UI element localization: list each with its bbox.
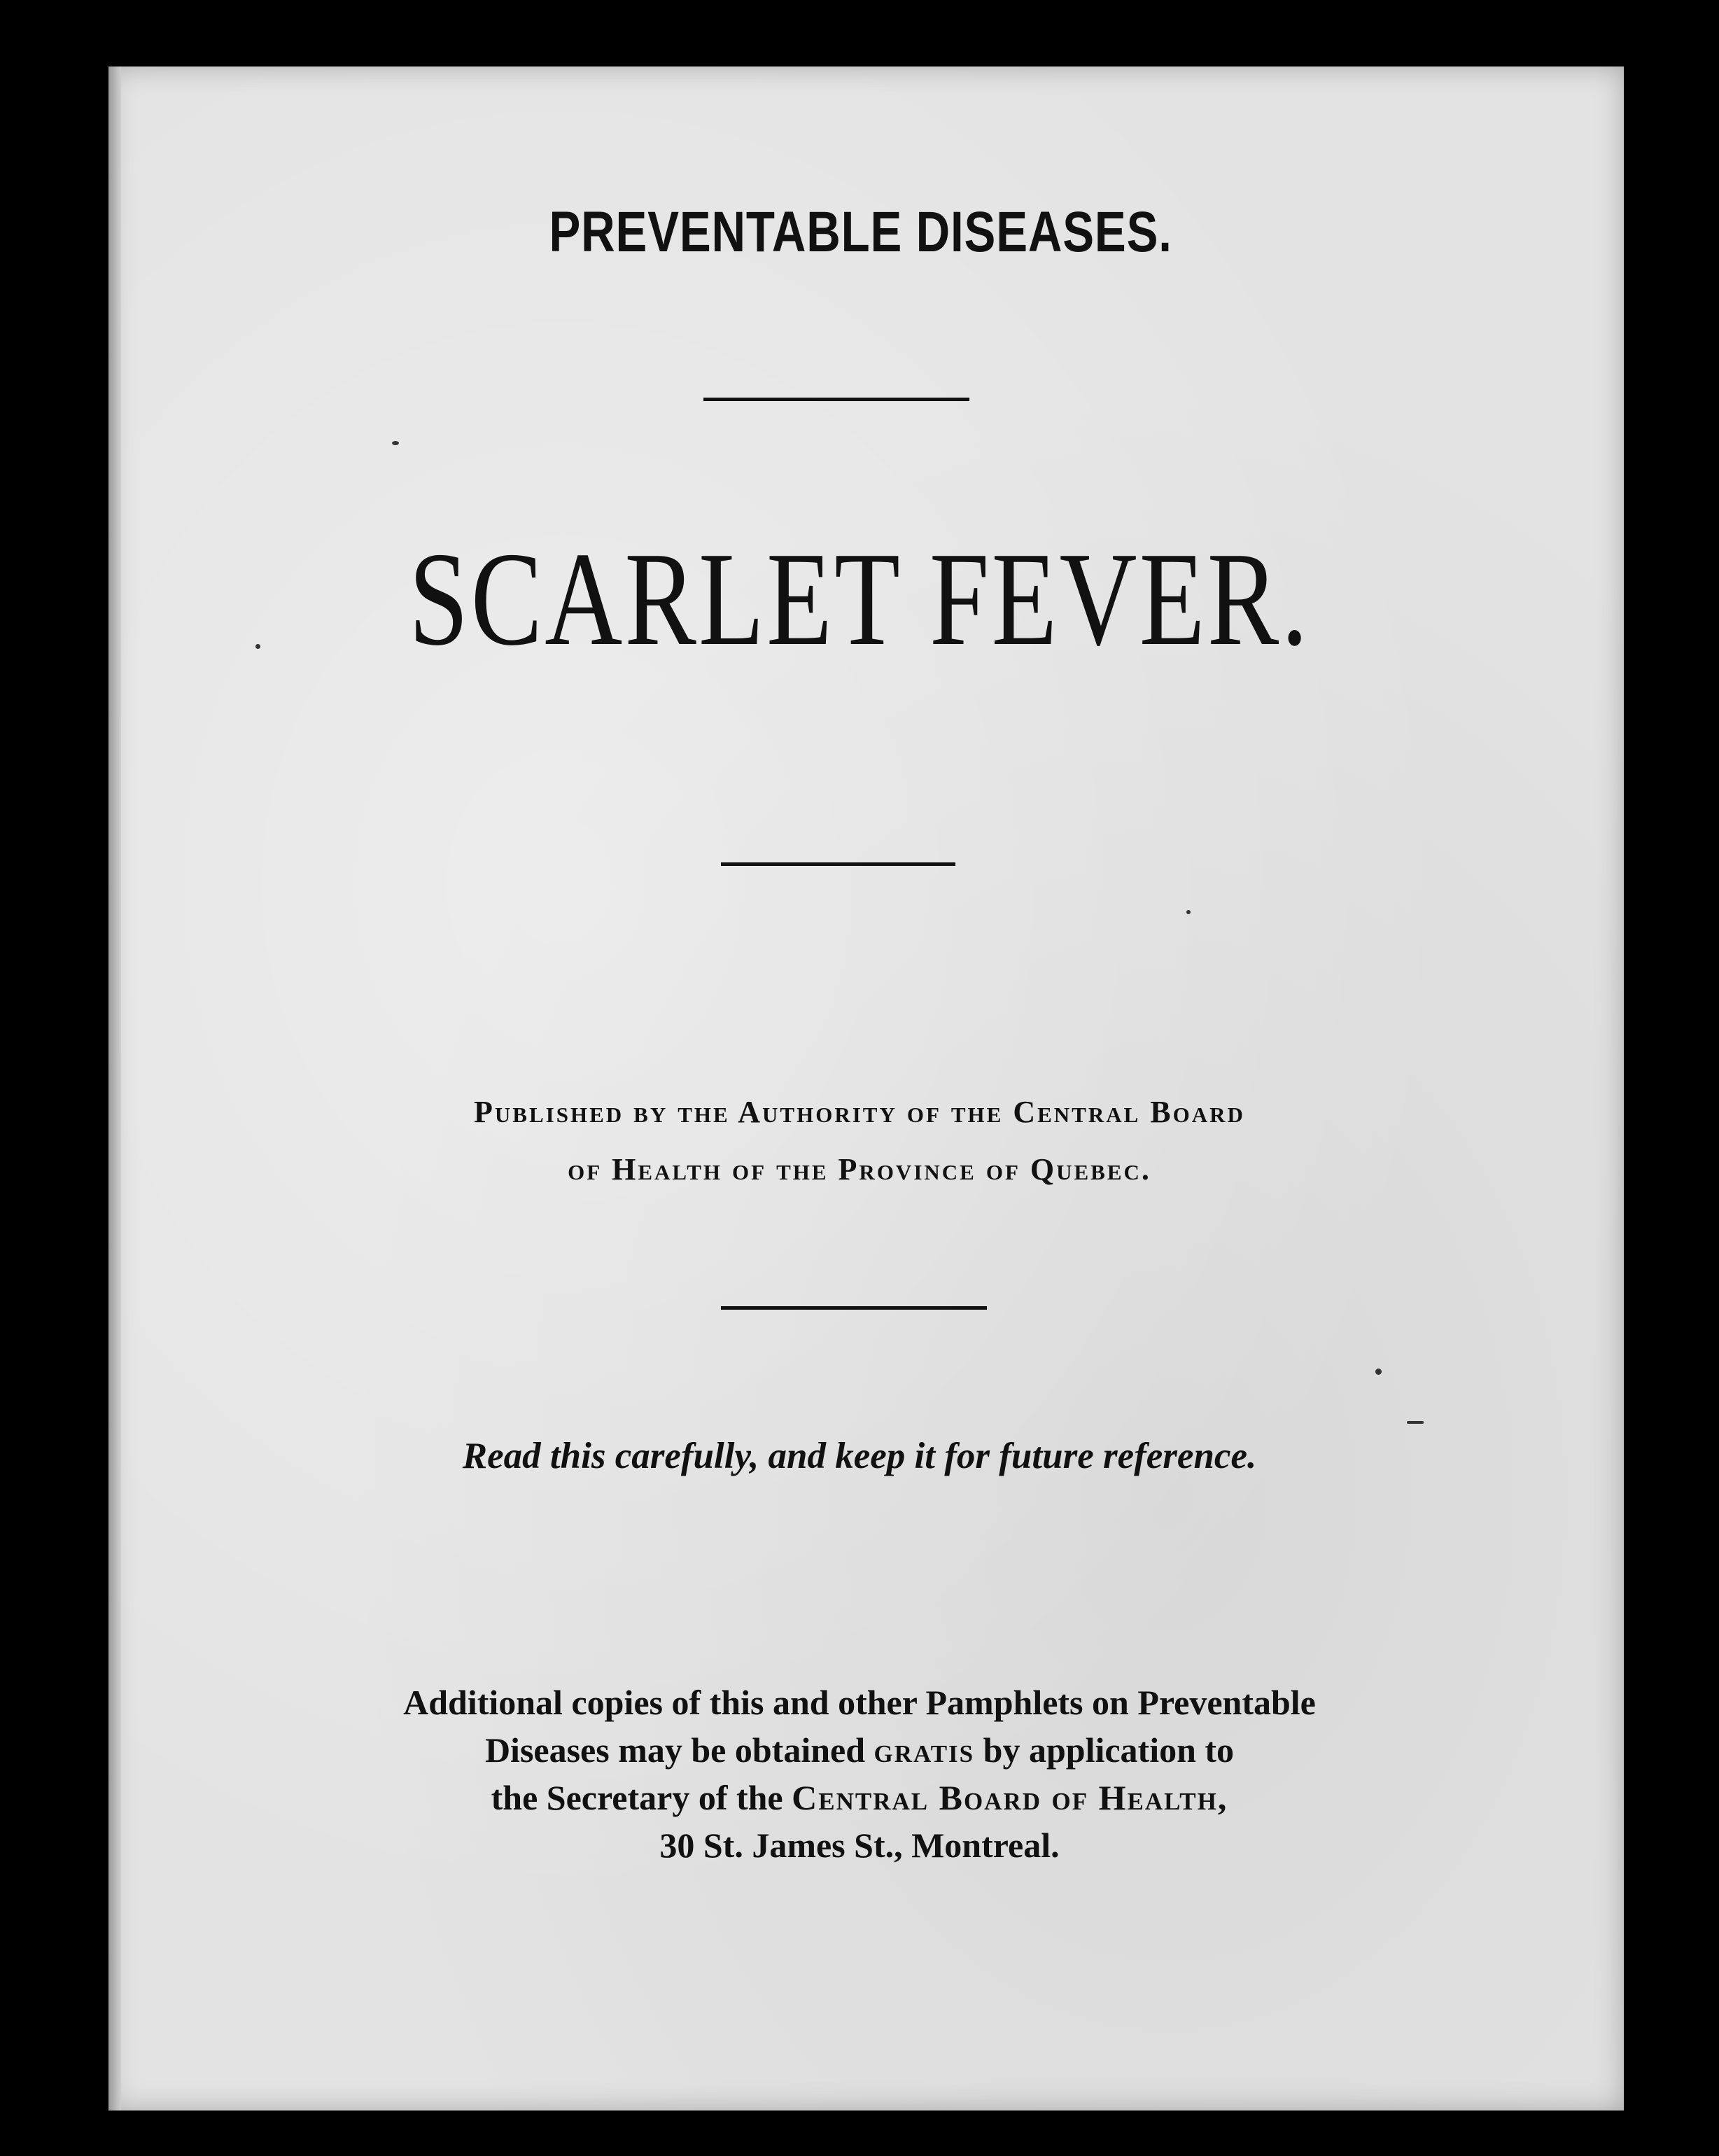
copies-line-1: Additional copies of this and other Pamphlets on Preventable xyxy=(403,1683,1316,1722)
copies-line-2 xyxy=(0,1726,1719,1774)
copies-line-3 xyxy=(0,1774,1719,1821)
print-speck xyxy=(1186,910,1191,914)
copies-line-2-end: by application to xyxy=(974,1730,1235,1770)
reading-instruction: Read this carefully, and keep it for future reference. xyxy=(462,1436,1257,1476)
print-speck xyxy=(392,441,399,445)
copies-line-2-start: Diseases may be obtained xyxy=(484,1730,874,1770)
print-speck xyxy=(1375,1368,1382,1375)
divider-rule xyxy=(721,862,955,866)
print-speck xyxy=(255,644,260,649)
authority-line-1: Published by the Authority of the Central Board xyxy=(474,1095,1245,1129)
copies-line-3-start: the Secretary of the xyxy=(491,1778,792,1817)
divider-rule xyxy=(721,1306,987,1310)
main-title: SCARLET FEVER. xyxy=(409,524,1310,673)
series-title: PREVENTABLE DISEASES. xyxy=(549,200,1172,264)
central-board-name: Central Board of Health, xyxy=(792,1778,1228,1817)
gratis-word: gratis xyxy=(873,1730,975,1770)
authority-line-2: of Health of the Province of Quebec. xyxy=(568,1152,1151,1186)
divider-rule xyxy=(703,398,969,401)
authority-statement xyxy=(0,1084,1719,1198)
address-line: 30 St. James St., Montreal. xyxy=(659,1826,1060,1865)
additional-copies-notice xyxy=(0,1679,1719,1869)
print-speck xyxy=(1407,1421,1424,1424)
